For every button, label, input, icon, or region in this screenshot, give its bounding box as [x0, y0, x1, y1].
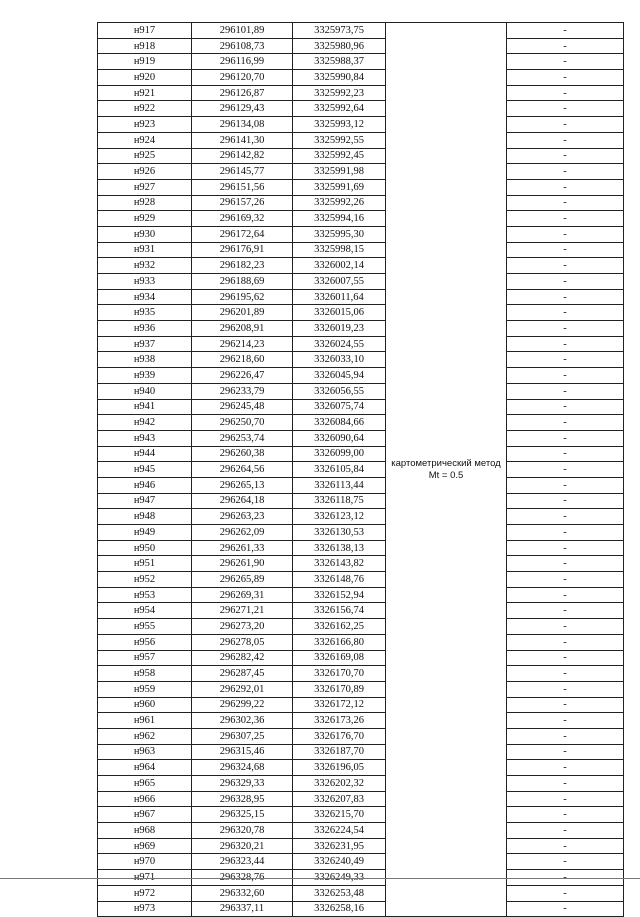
- note-cell: -: [507, 603, 624, 619]
- note-cell: -: [507, 274, 624, 290]
- point-id-cell: н953: [98, 587, 192, 603]
- y-coordinate-cell: 3325992,26: [293, 195, 386, 211]
- y-coordinate-cell: 3325990,84: [293, 70, 386, 86]
- x-coordinate-cell: 296176,91: [192, 242, 293, 258]
- point-id-cell: н950: [98, 540, 192, 556]
- point-id-cell: н960: [98, 697, 192, 713]
- y-coordinate-cell: 3326045,94: [293, 368, 386, 384]
- note-cell: -: [507, 321, 624, 337]
- y-coordinate-cell: 3326143,82: [293, 556, 386, 572]
- y-coordinate-cell: 3326019,23: [293, 321, 386, 337]
- table-row: [98, 619, 624, 635]
- y-coordinate-cell: 3326224,54: [293, 823, 386, 839]
- note-cell: -: [507, 634, 624, 650]
- x-coordinate-cell: 296108,73: [192, 38, 293, 54]
- point-id-cell: н966: [98, 791, 192, 807]
- point-id-cell: н958: [98, 666, 192, 682]
- y-coordinate-cell: 3325992,64: [293, 101, 386, 117]
- x-coordinate-cell: 296325,15: [192, 807, 293, 823]
- point-id-cell: н917: [98, 23, 192, 39]
- x-coordinate-cell: 296141,30: [192, 132, 293, 148]
- y-coordinate-cell: 3326118,75: [293, 493, 386, 509]
- x-coordinate-cell: 296329,33: [192, 776, 293, 792]
- note-cell: -: [507, 901, 624, 917]
- x-coordinate-cell: 296337,11: [192, 901, 293, 917]
- y-coordinate-cell: 3326166,80: [293, 634, 386, 650]
- method-cell: картометрический метод Mt = 0.5: [386, 23, 507, 917]
- table-row: [98, 776, 624, 792]
- table-row: [98, 430, 624, 446]
- y-coordinate-cell: 3326033,10: [293, 352, 386, 368]
- x-coordinate-cell: 296324,68: [192, 760, 293, 776]
- table-row: [98, 179, 624, 195]
- point-id-cell: н961: [98, 713, 192, 729]
- note-cell: -: [507, 415, 624, 431]
- note-cell: -: [507, 195, 624, 211]
- point-id-cell: н942: [98, 415, 192, 431]
- x-coordinate-cell: 296299,22: [192, 697, 293, 713]
- note-cell: -: [507, 179, 624, 195]
- x-coordinate-cell: 296302,36: [192, 713, 293, 729]
- x-coordinate-cell: 296287,45: [192, 666, 293, 682]
- y-coordinate-cell: 3326011,64: [293, 289, 386, 305]
- y-coordinate-cell: 3326002,14: [293, 258, 386, 274]
- table-row: [98, 807, 624, 823]
- point-id-cell: н922: [98, 101, 192, 117]
- table-row: [98, 226, 624, 242]
- y-coordinate-cell: 3325992,23: [293, 85, 386, 101]
- x-coordinate-cell: 296214,23: [192, 336, 293, 352]
- table-row: [98, 650, 624, 666]
- table-row: [98, 744, 624, 760]
- point-id-cell: н946: [98, 477, 192, 493]
- note-cell: -: [507, 728, 624, 744]
- x-coordinate-cell: 296264,18: [192, 493, 293, 509]
- y-coordinate-cell: 3326172,12: [293, 697, 386, 713]
- point-id-cell: н924: [98, 132, 192, 148]
- table-row: [98, 462, 624, 478]
- y-coordinate-cell: 3326258,16: [293, 901, 386, 917]
- table-row: [98, 446, 624, 462]
- y-coordinate-cell: 3325973,75: [293, 23, 386, 39]
- x-coordinate-cell: 296226,47: [192, 368, 293, 384]
- table-row: [98, 634, 624, 650]
- y-coordinate-cell: 3326215,70: [293, 807, 386, 823]
- point-id-cell: н933: [98, 274, 192, 290]
- y-coordinate-cell: 3326130,53: [293, 525, 386, 541]
- point-id-cell: н940: [98, 383, 192, 399]
- table-row: [98, 258, 624, 274]
- note-cell: -: [507, 587, 624, 603]
- note-cell: -: [507, 258, 624, 274]
- x-coordinate-cell: 296142,82: [192, 148, 293, 164]
- table-row: [98, 274, 624, 290]
- x-coordinate-cell: 296188,69: [192, 274, 293, 290]
- point-id-cell: н956: [98, 634, 192, 650]
- table-row: [98, 305, 624, 321]
- x-coordinate-cell: 296263,23: [192, 509, 293, 525]
- x-coordinate-cell: 296201,89: [192, 305, 293, 321]
- note-cell: -: [507, 242, 624, 258]
- table-row: [98, 587, 624, 603]
- point-id-cell: н934: [98, 289, 192, 305]
- x-coordinate-cell: 296271,21: [192, 603, 293, 619]
- point-id-cell: н920: [98, 70, 192, 86]
- table-row: [98, 148, 624, 164]
- note-cell: -: [507, 823, 624, 839]
- y-coordinate-cell: 3326105,84: [293, 462, 386, 478]
- point-id-cell: н918: [98, 38, 192, 54]
- note-cell: -: [507, 854, 624, 870]
- note-cell: -: [507, 540, 624, 556]
- point-id-cell: н929: [98, 211, 192, 227]
- y-coordinate-cell: 3326253,48: [293, 885, 386, 901]
- table-row: [98, 823, 624, 839]
- x-coordinate-cell: 296261,33: [192, 540, 293, 556]
- coordinates-table: [97, 22, 624, 917]
- note-cell: -: [507, 681, 624, 697]
- y-coordinate-cell: 3326152,94: [293, 587, 386, 603]
- note-cell: -: [507, 101, 624, 117]
- y-coordinate-cell: 3326176,70: [293, 728, 386, 744]
- x-coordinate-cell: 296172,64: [192, 226, 293, 242]
- note-cell: -: [507, 509, 624, 525]
- y-coordinate-cell: 3326007,55: [293, 274, 386, 290]
- point-id-cell: н919: [98, 54, 192, 70]
- y-coordinate-cell: 3325994,16: [293, 211, 386, 227]
- point-id-cell: н969: [98, 838, 192, 854]
- note-cell: -: [507, 23, 624, 39]
- x-coordinate-cell: 296151,56: [192, 179, 293, 195]
- x-coordinate-cell: 296320,78: [192, 823, 293, 839]
- note-cell: -: [507, 164, 624, 180]
- point-id-cell: н939: [98, 368, 192, 384]
- x-coordinate-cell: 296292,01: [192, 681, 293, 697]
- x-coordinate-cell: 296233,79: [192, 383, 293, 399]
- point-id-cell: н945: [98, 462, 192, 478]
- x-coordinate-cell: 296101,89: [192, 23, 293, 39]
- table-row: [98, 885, 624, 901]
- note-cell: -: [507, 807, 624, 823]
- note-cell: -: [507, 352, 624, 368]
- note-cell: -: [507, 85, 624, 101]
- point-id-cell: н943: [98, 430, 192, 446]
- note-cell: -: [507, 713, 624, 729]
- y-coordinate-cell: 3326170,70: [293, 666, 386, 682]
- note-cell: -: [507, 697, 624, 713]
- note-cell: -: [507, 38, 624, 54]
- y-coordinate-cell: 3326024,55: [293, 336, 386, 352]
- x-coordinate-cell: 296250,70: [192, 415, 293, 431]
- note-cell: -: [507, 336, 624, 352]
- y-coordinate-cell: 3326123,12: [293, 509, 386, 525]
- y-coordinate-cell: 3326170,89: [293, 681, 386, 697]
- x-coordinate-cell: 296129,43: [192, 101, 293, 117]
- y-coordinate-cell: 3325993,12: [293, 117, 386, 133]
- table-row: [98, 728, 624, 744]
- point-id-cell: н938: [98, 352, 192, 368]
- table-row: [98, 572, 624, 588]
- table-row: [98, 164, 624, 180]
- point-id-cell: н973: [98, 901, 192, 917]
- point-id-cell: н968: [98, 823, 192, 839]
- table-row: [98, 838, 624, 854]
- y-coordinate-cell: 3325998,15: [293, 242, 386, 258]
- y-coordinate-cell: 3326075,74: [293, 399, 386, 415]
- table-row: [98, 540, 624, 556]
- note-cell: -: [507, 666, 624, 682]
- note-cell: -: [507, 493, 624, 509]
- x-coordinate-cell: 296208,91: [192, 321, 293, 337]
- table-row: [98, 760, 624, 776]
- table-row: [98, 336, 624, 352]
- note-cell: -: [507, 70, 624, 86]
- note-cell: -: [507, 838, 624, 854]
- point-id-cell: н964: [98, 760, 192, 776]
- table-row: [98, 38, 624, 54]
- table-row: [98, 352, 624, 368]
- table-row: [98, 117, 624, 133]
- point-id-cell: н962: [98, 728, 192, 744]
- note-cell: -: [507, 211, 624, 227]
- y-coordinate-cell: 3326187,70: [293, 744, 386, 760]
- y-coordinate-cell: 3326162,25: [293, 619, 386, 635]
- coordinates-table-body: [98, 23, 624, 917]
- y-coordinate-cell: 3326196,05: [293, 760, 386, 776]
- table-row: [98, 603, 624, 619]
- table-row: [98, 195, 624, 211]
- y-coordinate-cell: 3326202,32: [293, 776, 386, 792]
- point-id-cell: н947: [98, 493, 192, 509]
- point-id-cell: н952: [98, 572, 192, 588]
- y-coordinate-cell: 3326169,08: [293, 650, 386, 666]
- table-row: [98, 525, 624, 541]
- point-id-cell: н921: [98, 85, 192, 101]
- point-id-cell: н937: [98, 336, 192, 352]
- note-cell: -: [507, 117, 624, 133]
- note-cell: -: [507, 446, 624, 462]
- x-coordinate-cell: 296328,95: [192, 791, 293, 807]
- note-cell: -: [507, 383, 624, 399]
- coordinates-sheet: [97, 22, 618, 917]
- table-row: [98, 132, 624, 148]
- point-id-cell: н927: [98, 179, 192, 195]
- note-cell: -: [507, 462, 624, 478]
- table-row: [98, 697, 624, 713]
- note-cell: -: [507, 148, 624, 164]
- table-row: [98, 368, 624, 384]
- point-id-cell: н951: [98, 556, 192, 572]
- point-id-cell: н963: [98, 744, 192, 760]
- x-coordinate-cell: 296278,05: [192, 634, 293, 650]
- table-row: [98, 854, 624, 870]
- note-cell: -: [507, 289, 624, 305]
- note-cell: -: [507, 430, 624, 446]
- y-coordinate-cell: 3326156,74: [293, 603, 386, 619]
- table-row: [98, 23, 624, 39]
- y-coordinate-cell: 3326056,55: [293, 383, 386, 399]
- table-row: [98, 54, 624, 70]
- y-coordinate-cell: 3325992,55: [293, 132, 386, 148]
- table-row: [98, 556, 624, 572]
- note-cell: -: [507, 650, 624, 666]
- note-cell: -: [507, 477, 624, 493]
- x-coordinate-cell: 296253,74: [192, 430, 293, 446]
- point-id-cell: н941: [98, 399, 192, 415]
- note-cell: -: [507, 556, 624, 572]
- x-coordinate-cell: 296260,38: [192, 446, 293, 462]
- point-id-cell: н928: [98, 195, 192, 211]
- table-row: [98, 681, 624, 697]
- x-coordinate-cell: 296261,90: [192, 556, 293, 572]
- x-coordinate-cell: 296264,56: [192, 462, 293, 478]
- table-row: [98, 666, 624, 682]
- x-coordinate-cell: 296307,25: [192, 728, 293, 744]
- note-cell: -: [507, 619, 624, 635]
- table-row: [98, 85, 624, 101]
- y-coordinate-cell: 3326173,26: [293, 713, 386, 729]
- y-coordinate-cell: 3325991,98: [293, 164, 386, 180]
- x-coordinate-cell: 296157,26: [192, 195, 293, 211]
- point-id-cell: н972: [98, 885, 192, 901]
- table-row: [98, 211, 624, 227]
- y-coordinate-cell: 3325988,37: [293, 54, 386, 70]
- table-row: [98, 70, 624, 86]
- point-id-cell: н926: [98, 164, 192, 180]
- table-row: [98, 415, 624, 431]
- point-id-cell: н967: [98, 807, 192, 823]
- y-coordinate-cell: 3326240,49: [293, 854, 386, 870]
- y-coordinate-cell: 3326138,13: [293, 540, 386, 556]
- point-id-cell: н948: [98, 509, 192, 525]
- table-row: [98, 509, 624, 525]
- point-id-cell: н935: [98, 305, 192, 321]
- point-id-cell: н944: [98, 446, 192, 462]
- point-id-cell: н954: [98, 603, 192, 619]
- x-coordinate-cell: 296120,70: [192, 70, 293, 86]
- point-id-cell: н957: [98, 650, 192, 666]
- x-coordinate-cell: 296282,42: [192, 650, 293, 666]
- y-coordinate-cell: 3326099,00: [293, 446, 386, 462]
- y-coordinate-cell: 3326015,06: [293, 305, 386, 321]
- y-coordinate-cell: 3326231,95: [293, 838, 386, 854]
- x-coordinate-cell: 296134,08: [192, 117, 293, 133]
- point-id-cell: н965: [98, 776, 192, 792]
- table-row: [98, 713, 624, 729]
- table-row: [98, 101, 624, 117]
- x-coordinate-cell: 296323,44: [192, 854, 293, 870]
- table-row: [98, 321, 624, 337]
- note-cell: -: [507, 572, 624, 588]
- point-id-cell: н930: [98, 226, 192, 242]
- x-coordinate-cell: 296269,31: [192, 587, 293, 603]
- x-coordinate-cell: 296265,89: [192, 572, 293, 588]
- note-cell: -: [507, 368, 624, 384]
- point-id-cell: н931: [98, 242, 192, 258]
- x-coordinate-cell: 296320,21: [192, 838, 293, 854]
- x-coordinate-cell: 296265,13: [192, 477, 293, 493]
- point-id-cell: н925: [98, 148, 192, 164]
- x-coordinate-cell: 296182,23: [192, 258, 293, 274]
- point-id-cell: н923: [98, 117, 192, 133]
- note-cell: -: [507, 744, 624, 760]
- x-coordinate-cell: 296245,48: [192, 399, 293, 415]
- note-cell: -: [507, 305, 624, 321]
- y-coordinate-cell: 3325980,96: [293, 38, 386, 54]
- x-coordinate-cell: 296332,60: [192, 885, 293, 901]
- point-id-cell: н959: [98, 681, 192, 697]
- y-coordinate-cell: 3326207,83: [293, 791, 386, 807]
- y-coordinate-cell: 3326084,66: [293, 415, 386, 431]
- y-coordinate-cell: 3325995,30: [293, 226, 386, 242]
- y-coordinate-cell: 3326090,64: [293, 430, 386, 446]
- note-cell: -: [507, 132, 624, 148]
- y-coordinate-cell: 3325991,69: [293, 179, 386, 195]
- table-row: [98, 383, 624, 399]
- note-cell: -: [507, 54, 624, 70]
- table-row: [98, 289, 624, 305]
- table-row: [98, 477, 624, 493]
- point-id-cell: н970: [98, 854, 192, 870]
- x-coordinate-cell: 296262,09: [192, 525, 293, 541]
- x-coordinate-cell: 296273,20: [192, 619, 293, 635]
- x-coordinate-cell: 296315,46: [192, 744, 293, 760]
- x-coordinate-cell: 296126,87: [192, 85, 293, 101]
- table-row: [98, 399, 624, 415]
- note-cell: -: [507, 226, 624, 242]
- y-coordinate-cell: 3326113,44: [293, 477, 386, 493]
- note-cell: -: [507, 399, 624, 415]
- x-coordinate-cell: 296169,32: [192, 211, 293, 227]
- table-row: [98, 242, 624, 258]
- table-row: [98, 791, 624, 807]
- y-coordinate-cell: 3326148,76: [293, 572, 386, 588]
- y-coordinate-cell: 3325992,45: [293, 148, 386, 164]
- note-cell: -: [507, 525, 624, 541]
- x-coordinate-cell: 296116,99: [192, 54, 293, 70]
- table-row: [98, 493, 624, 509]
- note-cell: -: [507, 776, 624, 792]
- note-cell: -: [507, 885, 624, 901]
- point-id-cell: н936: [98, 321, 192, 337]
- point-id-cell: н949: [98, 525, 192, 541]
- point-id-cell: н955: [98, 619, 192, 635]
- x-coordinate-cell: 296218,60: [192, 352, 293, 368]
- table-row: [98, 901, 624, 917]
- x-coordinate-cell: 296195,62: [192, 289, 293, 305]
- bottom-rule: [0, 878, 640, 879]
- note-cell: -: [507, 791, 624, 807]
- note-cell: -: [507, 760, 624, 776]
- x-coordinate-cell: 296145,77: [192, 164, 293, 180]
- point-id-cell: н932: [98, 258, 192, 274]
